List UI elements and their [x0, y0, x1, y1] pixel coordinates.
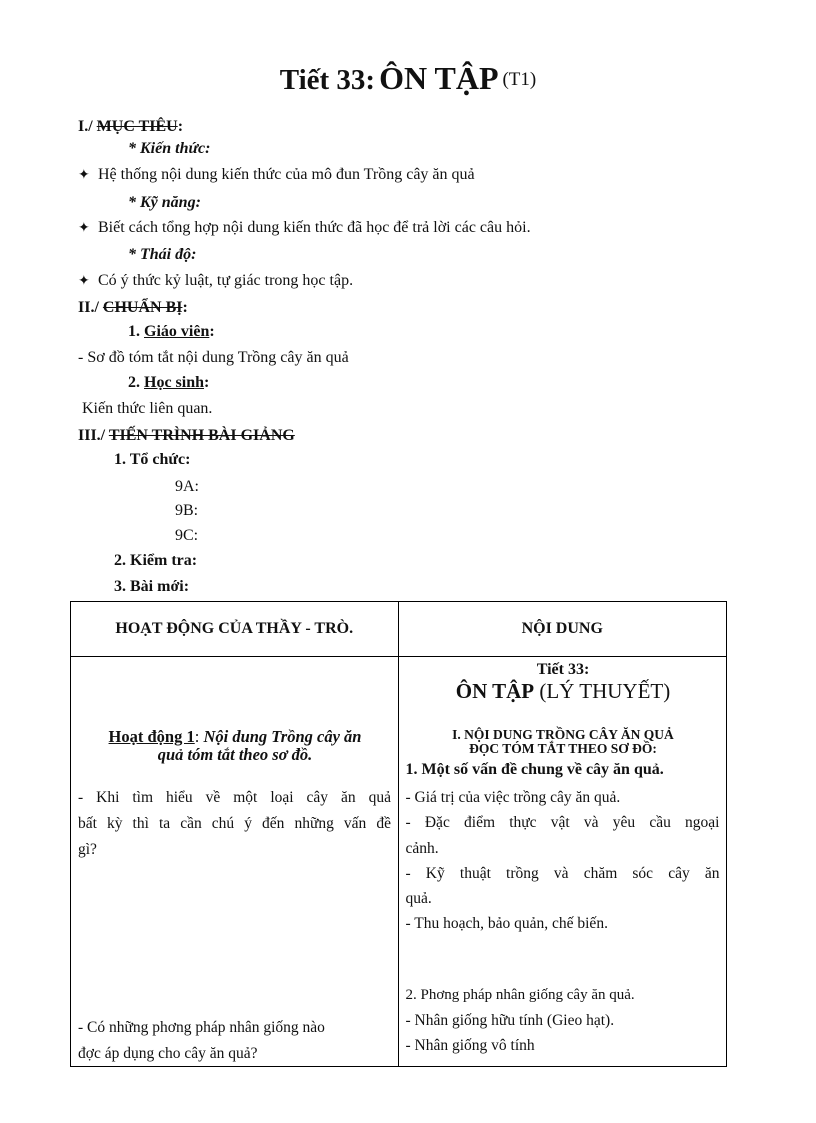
section-3-label: TIẾN TRÌNH BÀI GIẢNG	[108, 427, 295, 444]
class-9c: 9C:	[175, 527, 199, 544]
sub-heading-1: 1. Một số vấn đề chung về cây ăn quả.	[405, 761, 664, 778]
item-1-3-cont: quả.	[405, 890, 432, 907]
knowledge-text: Hệ thống nội dung kiến thức của mô đun Trồng cây ăn quả	[98, 166, 475, 183]
knowledge-item	[78, 166, 475, 184]
activity-1-text-2: quả tóm tắt theo sơ đồ.	[157, 745, 313, 764]
item-1-2-cont: cảnh.	[405, 840, 439, 857]
lesson-number: Tiết 33:	[536, 661, 590, 678]
activity-1-label: Hoạt động 1	[108, 727, 195, 746]
item-2-1: - Nhân giống hữu tính (Gieo hạt).	[405, 1012, 615, 1029]
attitude-item	[78, 272, 353, 290]
review-normal: (LÝ THUYẾT)	[539, 679, 671, 703]
diamond-bullet-icon: ✦	[78, 274, 90, 289]
attitude-label: * Thái độ:	[128, 246, 197, 263]
question-1-line-3: gì?	[78, 841, 97, 858]
section-2-label: CHUẨN BỊ	[102, 299, 183, 316]
skill-item	[78, 219, 531, 237]
section-3-number: III./	[78, 427, 106, 444]
header-content: NỘI DUNG	[398, 602, 727, 657]
section-3-heading	[78, 427, 295, 445]
review-bold: ÔN TẬP	[455, 679, 535, 703]
section-2-colon: :	[182, 299, 188, 316]
title-main: ÔN TẬP	[379, 60, 499, 96]
question-1-line-1: - Khi tìm hiểu về một loại cây ăn quả	[78, 789, 391, 806]
section-1-number: I./	[78, 118, 93, 135]
title-prefix: Tiết 33:	[279, 64, 376, 96]
item-1-3: - Kỹ thuật trồng và chăm sóc cây ăn	[405, 865, 720, 882]
content-cell	[398, 657, 727, 1067]
question-2-line-2: đợc áp dụng cho cây ăn quả?	[78, 1045, 258, 1062]
review-title	[399, 679, 728, 704]
activity-1-text-1: Nội dung Trồng cây ăn	[203, 727, 362, 746]
student-heading: 2. Học sinh:	[128, 374, 210, 391]
diamond-bullet-icon: ✦	[78, 168, 90, 183]
check-heading: 2. Kiểm tra:	[114, 552, 198, 569]
section-2-heading	[78, 299, 188, 317]
student-num: 2.	[128, 374, 140, 391]
knowledge-label: * Kiến thức:	[128, 140, 211, 157]
question-2-line-1: - Có những phơng pháp nhân giống nào	[78, 1019, 325, 1036]
teacher-text: - Sơ đồ tóm tắt nội dung Trồng cây ăn quả	[78, 349, 349, 366]
student-text: Kiến thức liên quan.	[82, 400, 213, 417]
attitude-text: Có ý thức kỷ luật, tự giác trong học tập.	[98, 272, 354, 289]
sub-heading-2: 2. Phơng pháp nhân giống cây ăn quả.	[405, 987, 635, 1003]
section-1-label: MỤC TIÊU	[96, 118, 178, 135]
page-title	[0, 60, 816, 97]
diamond-bullet-icon: ✦	[78, 221, 90, 236]
teacher-label: Giáo viên	[144, 323, 210, 340]
activities-cell	[71, 657, 399, 1067]
item-1-1: - Giá trị của việc trồng cây ăn quả.	[405, 789, 621, 806]
item-1-4: - Thu hoạch, bảo quản, chế biến.	[405, 915, 608, 932]
item-2-2: - Nhân giống vô tính	[405, 1037, 535, 1054]
activity-1-title-line2	[71, 745, 399, 765]
lesson-table	[70, 601, 727, 1067]
skill-text: Biết cách tổng hợp nội dung kiến thức đã học để trả lời các câu hỏi.	[98, 219, 531, 236]
part-1-heading-line-1: I. NỘI DUNG TRỒNG CÂY ĂN QUẢ	[452, 727, 674, 742]
class-9b: 9B:	[175, 502, 199, 519]
skill-label: * Kỹ năng:	[128, 194, 201, 211]
item-1-2: - Đặc điểm thực vật và yêu cầu ngoại	[405, 814, 720, 831]
section-1-heading	[78, 118, 183, 136]
newlesson-heading: 3. Bài mới:	[114, 578, 190, 595]
header-activities: HOẠT ĐỘNG CỦA THẦY - TRÒ.	[71, 602, 399, 657]
section-2-number: II./	[78, 299, 99, 316]
class-9a: 9A:	[175, 478, 199, 495]
activity-1-colon: :	[194, 727, 200, 746]
org-heading: 1. Tổ chức:	[114, 451, 191, 468]
question-1-line-2: bất kỳ thì ta cần chú ý đến những vấn đề	[78, 815, 391, 832]
section-1-colon: :	[177, 118, 184, 135]
title-suffix: (T1)	[502, 69, 537, 90]
activity-1-title	[71, 727, 399, 747]
part-1-heading-line-2: ĐỌC TÓM TẮT THEO SƠ ĐỒ:	[469, 741, 657, 756]
teacher-num: 1.	[128, 323, 140, 340]
teacher-heading: 1. Giáo viên:	[128, 323, 215, 340]
student-label: Học sinh	[144, 374, 205, 391]
